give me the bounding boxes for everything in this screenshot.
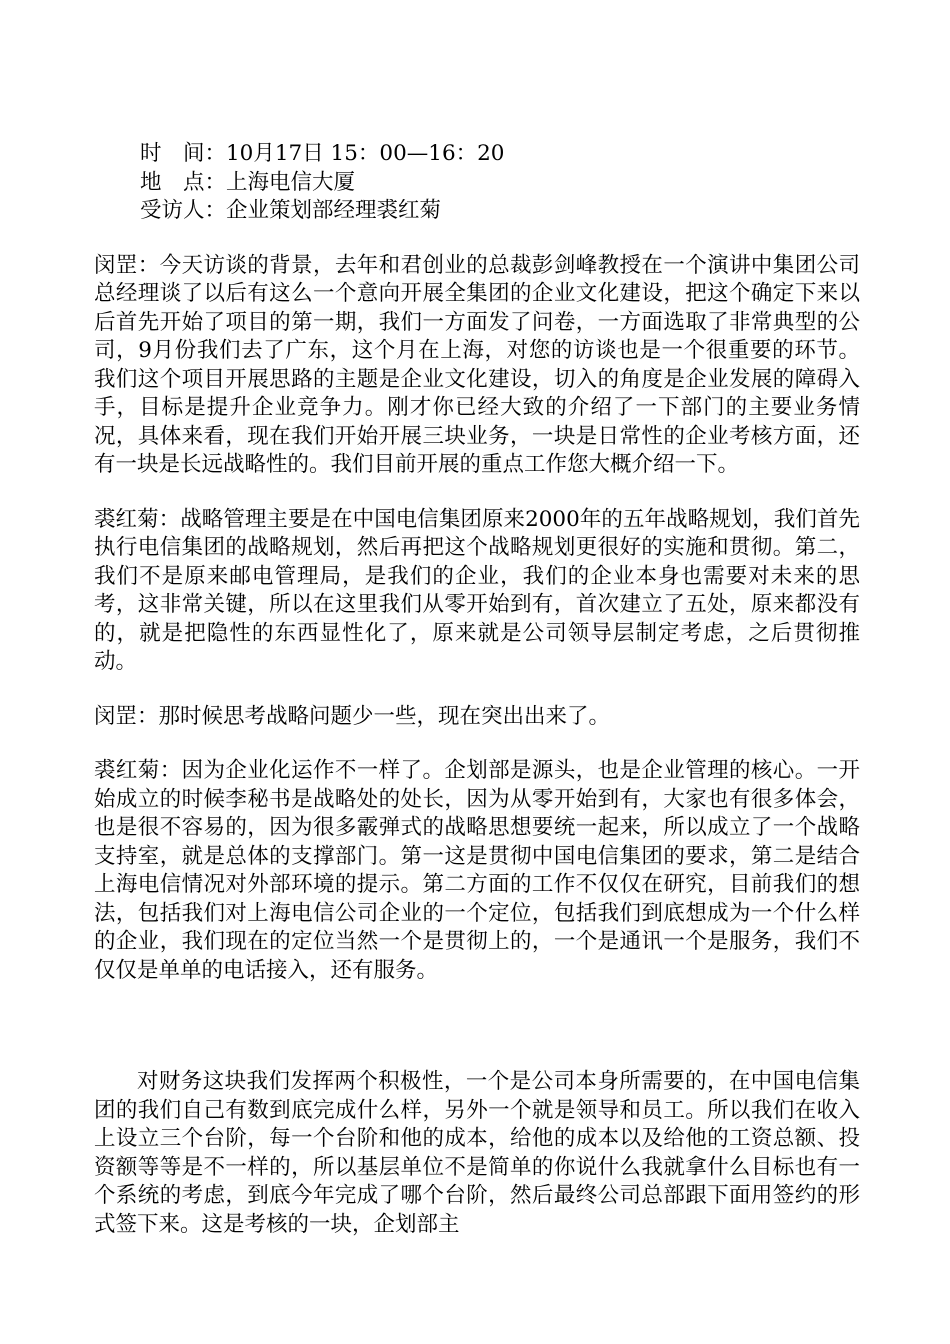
interview-meta bbox=[94, 140, 860, 226]
interview-place: 地 点：上海电信大厦 bbox=[140, 169, 356, 195]
paragraph-3: 闵罡：那时候思考战略问题少一些，现在突出出来了。 bbox=[94, 703, 611, 729]
paragraph-5: 对财务这块我们发挥两个积极性，一个是公司本身所需要的，在中国电信集团的我们自己有数到底完成什么样，另外一个就是领导和员工。所以我们在收入上设立三个台阶，每一个台阶和他的成本，给他的成本以及给他的工资总额、投资额等等是不一样的，所以基层单位不是简单的你说什么我就拿什么目标也有一个系统的考虑，到底今年完成了哪个台阶，然后最终公司总部跟下面用签约的形式签下来。这是考核的一块，企划部主 bbox=[94, 1069, 860, 1237]
interview-time: 时 间：10月17日 15：00—16：20 bbox=[140, 141, 505, 166]
paragraph-2: 裘红菊：战略管理主要是在中国电信集团原来2000年的五年战略规划，我们首先执行电信集团的战略规划，然后再把这个战略规划更很好的实施和贯彻。第二，我们不是原来邮电管理局，是我们的企业，我们的企业本身也需要对未来的思考，这非常关键，所以在这里我们从零开始到有，首次建立了五处，原来都没有的，就是把隐性的东西显性化了，原来就是公司领导层制定考虑，之后贯彻推动。 bbox=[94, 506, 860, 674]
section-gap bbox=[94, 1011, 860, 1068]
paragraph-4: 裘红菊：因为企业化运作不一样了。企划部是源头，也是企业管理的核心。一开始成立的时候李秘书是战略处的处长，因为从零开始到有，大家也有很多体会，也是很不容易的，因为很多霰弹式的战略思想要统一起来，所以成立了一个战略支持室，就是总体的支撑部门。第一这是贯彻中国电信集团的要求，第二是结合上海电信情况对外部环境的提示。第二方面的工作不仅仅在研究，目前我们的想法，包括我们对上海电信公司企业的一个定位，包括我们到底想成为一个什么样的企业，我们现在的定位当然一个是贯彻上的，一个是通讯一个是服务，我们不仅仅是单单的电话接入，还有服务。 bbox=[94, 758, 860, 983]
interviewee: 受访人：企业策划部经理裘红菊 bbox=[140, 198, 442, 223]
paragraph-1: 闵罡：今天访谈的背景，去年和君创业的总裁彭剑峰教授在一个演讲中集团公司总经理谈了以后有这么一个意向开展全集团的企业文化建设，把这个确定下来以后首先开始了项目的第一期，我们一方面发了问卷，一方面选取了非常典型的公司，9月份我们去了广东，这个月在上海，对您的访谈也是一个很重要的环节。我们这个项目开展思路的主题是企业文化建设，切入的角度是企业发展的障碍入手，目标是提升企业竞争力。刚才你已经大致的介绍了一下部门的主要业务情况，具体来看，现在我们开始开展三块业务，一块是日常性的企业考核方面，还有一块是长远战略性的。我们目前开展的重点工作您大概介绍一下。 bbox=[94, 252, 860, 477]
